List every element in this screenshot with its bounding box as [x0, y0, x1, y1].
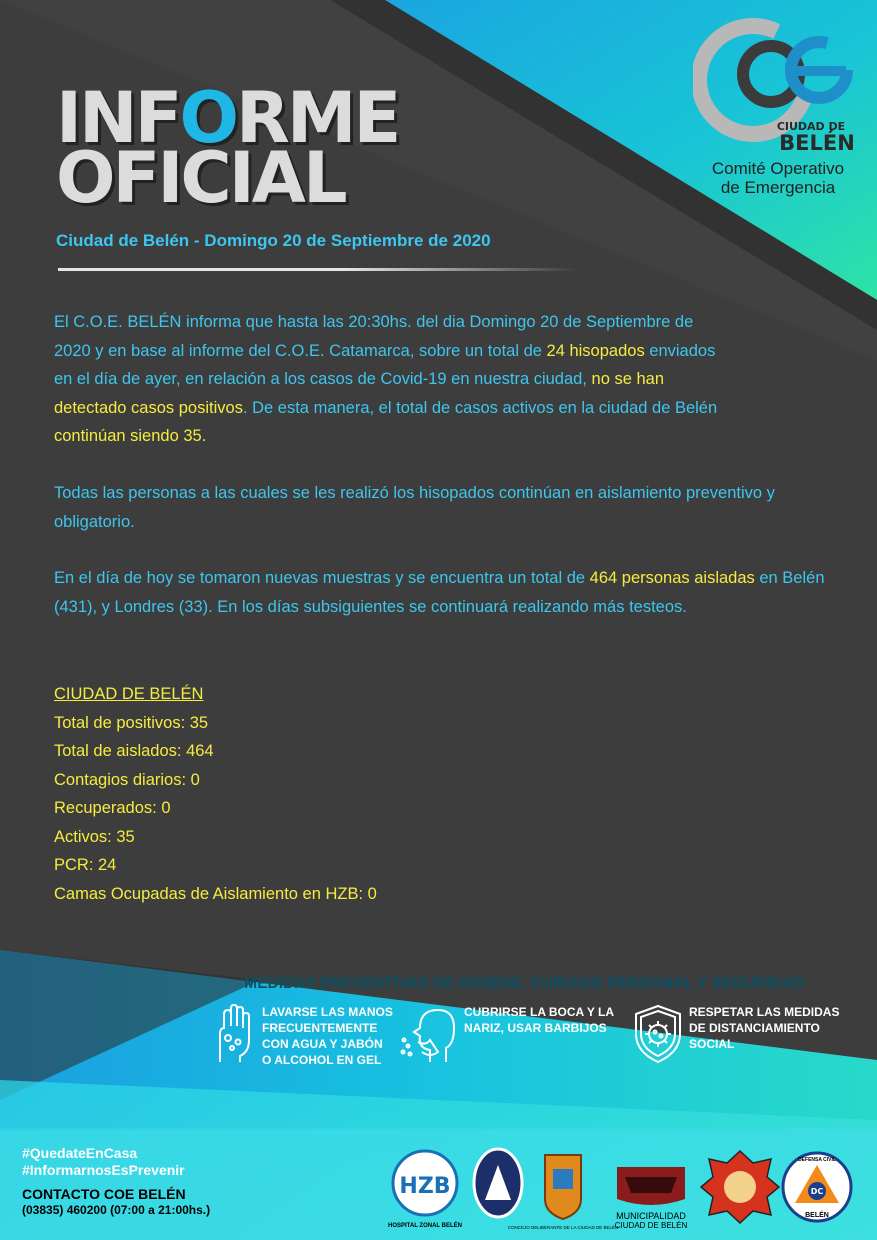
report-paragraph-2: Todas las personas a las cuales se les realizó los hisopados continúan en aislamiento preventivo y obligatorio.: [54, 484, 775, 531]
hand-wash-icon: [212, 1004, 256, 1064]
stat-row: Total de aislados: 464: [54, 742, 214, 760]
dc-bottom-text: BELÉN: [805, 1212, 829, 1219]
measure-item-cover-mouth: [400, 1004, 614, 1064]
contact-phone: (03835) 460200 (07:00 a 21:00hs.): [22, 1203, 211, 1217]
logo-text-line1: CIUDAD DE: [776, 120, 846, 133]
measure-text: RESPETAR LAS MEDIDAS DE DISTANCIAMIENTO SOCIAL: [689, 1005, 840, 1051]
title-highlight: O: [179, 77, 236, 159]
stat-row: Recuperados: 0: [54, 799, 171, 817]
measure-item-distance: [633, 1004, 839, 1064]
p1-text-c: enviados en el día de ayer, en relación a los casos de Covid-19 en nuestra ciudad,: [54, 341, 716, 388]
title-part1: INF: [56, 77, 180, 159]
hzb-logo-text: HZB: [399, 1174, 451, 1199]
stat-row: Total de positivos: 35: [54, 713, 209, 732]
measure-text: LAVARSE LAS MANOS FRECUENTEMENTE CON AGUA Y JABÓN O ALCOHOL EN GEL: [262, 1005, 393, 1067]
logo-caption-line2: de Emergencia: [720, 178, 836, 197]
report-paragraph-3: [54, 564, 844, 621]
dc-top-text: DEFENSA CIVIL: [798, 1157, 836, 1163]
virus-shield-icon: [633, 1004, 683, 1064]
concejo-logo: [508, 1155, 619, 1230]
p3-text-a: En el día de hoy se tomaron nuevas muestras y se encuentra un total de: [54, 569, 590, 587]
p1-highlight-activos: continúan siendo 35.: [54, 427, 207, 445]
stat-row: Camas Ocupadas de Aislamiento en HZB: 0: [54, 884, 377, 903]
hashtag-quedate: #QuedateEnCasa: [22, 1145, 138, 1161]
p1-highlight-hisopados: 24 hisopados: [546, 341, 645, 360]
concejo-caption: CONCEJO DELIBERANTE DE LA CIUDAD DE BELÉN: [507, 1225, 619, 1230]
muni-line2: CIUDAD DE BELÉN: [614, 1221, 688, 1230]
measures-title: MEDIDAS PREVENTIVAS DE HIGIENE, CUIDADO PERSONAL Y SEGURIDAD: [244, 975, 805, 992]
hzb-caption: HOSPITAL ZONAL BELÉN: [387, 1223, 463, 1229]
hospital-logo: [388, 1151, 462, 1229]
badge-logo: [474, 1149, 522, 1217]
contact-title: CONTACTO COE BELÉN: [22, 1186, 186, 1202]
hashtags: [22, 1145, 185, 1179]
measure-item-hand-wash: [212, 1004, 393, 1068]
sponsor-logos: [385, 1145, 855, 1233]
title-line2: OFICIAL: [56, 137, 345, 219]
p3-text-c: en Belén (431), y Londres (33). En los días subsiguientes se continuará realizando más testeos.: [54, 569, 825, 616]
measure-text: CUBRIRSE LA BOCA Y LA NARIZ, USAR BARBIJOS: [464, 1005, 615, 1035]
title-part2: RME: [235, 77, 399, 159]
p3-highlight-aisladas: 464 personas aisladas: [589, 569, 755, 587]
cough-icon: [400, 1004, 458, 1064]
page-title: [56, 77, 399, 219]
logo-text-line2: BELÉN: [779, 131, 855, 155]
bomberos-logo: [701, 1151, 779, 1223]
hashtag-informarnos: #InformarnosEsPrevenir: [22, 1162, 185, 1178]
municipalidad-logo: [615, 1167, 688, 1230]
stat-row: PCR: 24: [54, 856, 117, 874]
subtitle: Ciudad de Belén - Domingo 20 de Septiembre de 2020: [56, 231, 491, 250]
p1-text-a: El C.O.E. BELÉN informa que hasta las 20:30hs. del dia Domingo 20 de Septiembre de 2020 y en base al informe del C.O.E. Catamarca, sobre un total de: [54, 313, 694, 360]
defensa-civil-logo: [783, 1153, 851, 1221]
muni-line1: MUNICIPALIDAD: [616, 1211, 686, 1221]
stats-heading: CIUDAD DE BELÉN: [54, 685, 204, 703]
divider: [58, 268, 578, 271]
report-paragraph-1: [54, 308, 734, 451]
logo-caption-line1: Comité Operativo: [711, 159, 845, 178]
p1-text-e: . De esta manera, el total de casos activos en la ciudad de Belén: [242, 398, 718, 417]
stat-row: Activos: 35: [54, 827, 135, 846]
stat-row: Contagios diarios: 0: [54, 770, 200, 789]
p1-highlight-no-positivos: no se han detectado casos positivos: [54, 370, 664, 417]
stats-block: [54, 680, 377, 908]
dc-logo-text: DC: [810, 1187, 824, 1196]
coe-logo: [693, 12, 863, 202]
